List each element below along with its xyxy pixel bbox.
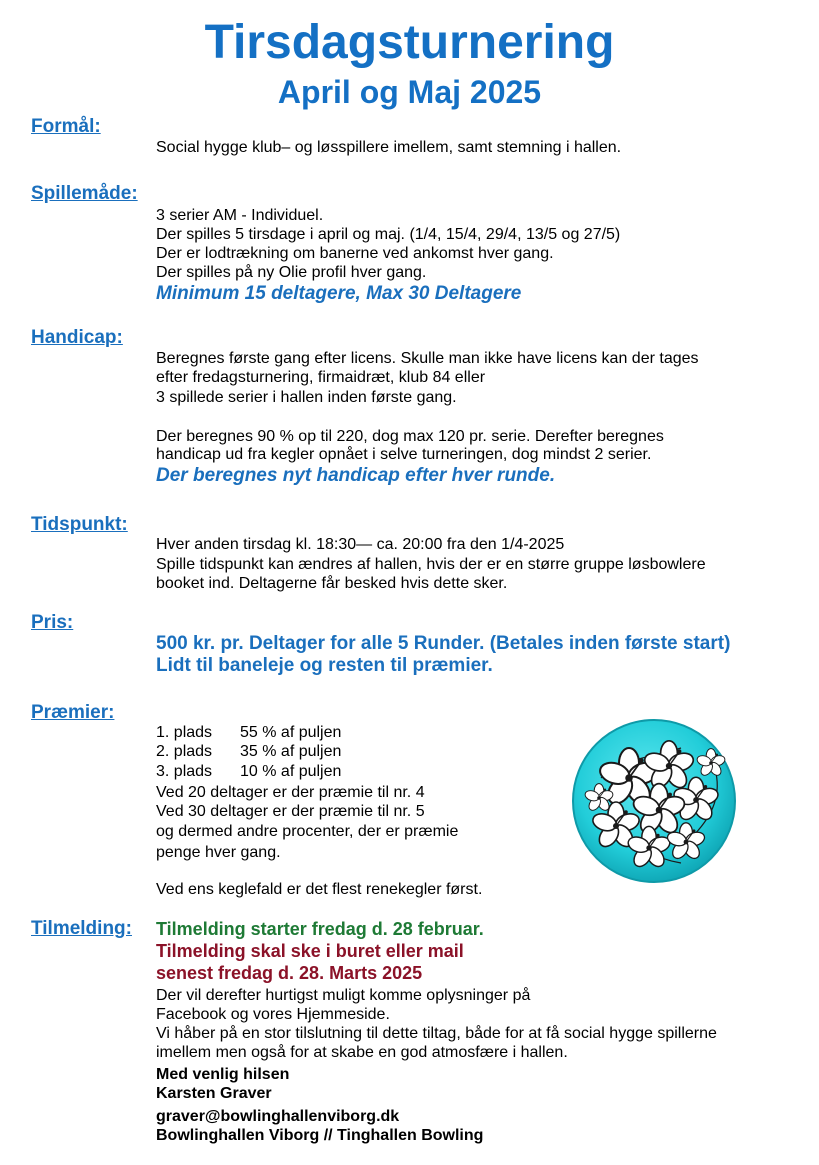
handicap-line: Beregnes første gang efter licens. Skulle man ikke have licens kan der tages — [156, 350, 699, 367]
formaal-text: Social hygge klub– og løsspillere imellem, samt stemning i hallen. — [156, 139, 622, 156]
heading-formaal: Formål: — [31, 116, 101, 137]
tidspunkt-line: Hver anden tirsdag kl. 18:30— ca. 20:00 fra den 1/4-2025 — [156, 536, 565, 553]
contact-email[interactable]: graver@bowlinghallenviborg.dk — [156, 1108, 400, 1125]
signoff-name: Karsten Graver — [156, 1085, 272, 1102]
tidspunkt-line: booket ind. Deltagerne får besked hvis dette sker. — [156, 575, 508, 592]
handicap-line: efter fredagsturnering, firmaidræt, klub 84 eller — [156, 369, 486, 386]
prize-place: 2. plads — [156, 743, 213, 760]
tilmelding-line: imellem men også for at skabe en god atmosfære i hallen. — [156, 1044, 568, 1061]
handicap-line: Der beregnes 90 % op til 220, dog max 120 pr. serie. Derefter beregnes — [156, 428, 664, 445]
tidspunkt-line: Spille tidspunkt kan ændres af hallen, hvis der er en større gruppe løsbowlere — [156, 556, 706, 573]
document-subtitle: April og Maj 2025 — [277, 74, 542, 110]
tilmelding-line: Facebook og vores Hjemmeside. — [156, 1006, 390, 1023]
heading-pris: Pris: — [31, 612, 74, 633]
signoff-greeting: Med venlig hilsen — [156, 1066, 290, 1083]
heading-spillemaade: Spillemåde: — [31, 183, 138, 204]
tilmelding-line: Vi håber på en stor tilslutning til dette tiltag, både for at få social hygge spillerne — [156, 1025, 717, 1042]
heading-praemier: Præmier: — [31, 702, 115, 723]
registration-where: Tilmelding skal ske i buret eller mail — [156, 941, 464, 961]
heading-tidspunkt: Tidspunkt: — [31, 514, 128, 535]
praemier-line: Ved 20 deltager er der præmie til nr. 4 — [156, 784, 425, 801]
praemier-line: Ved 30 deltager er der præmie til nr. 5 — [156, 803, 425, 820]
heading-tilmelding: Tilmelding: — [31, 918, 132, 939]
participants-highlight: Minimum 15 deltagere, Max 30 Deltagere — [156, 283, 522, 304]
praemier-line: Ved ens keglefald er det flest renekegler først. — [156, 881, 483, 898]
praemier-line: penge hver gang. — [156, 844, 281, 861]
heading-handicap: Handicap: — [31, 327, 123, 348]
registration-deadline: senest fredag d. 28. Marts 2025 — [156, 963, 423, 983]
tilmelding-line: Der vil derefter hurtigst muligt komme oplysninger på — [156, 987, 531, 1004]
handicap-highlight: Der beregnes nyt handicap efter hver runde. — [156, 465, 556, 486]
prize-share: 55 % af puljen — [240, 724, 342, 741]
spillemaade-line: Der spilles 5 tirsdage i april og maj. (1/4, 15/4, 29/4, 13/5 og 27/5) — [156, 226, 621, 243]
prize-row — [156, 742, 341, 761]
document-title: Tirsdagsturnering — [204, 16, 615, 69]
price-line: Lidt til baneleje og resten til præmier. — [156, 655, 493, 676]
spillemaade-line: 3 serier AM - Individuel. — [156, 207, 324, 224]
prize-place: 3. plads — [156, 763, 213, 780]
prize-row — [156, 762, 341, 781]
handicap-line: 3 spillede serier i hallen inden første gang. — [156, 389, 457, 406]
handicap-line: handicap ud fra kegler opnået i selve turneringen, dog mindst 2 serier. — [156, 446, 652, 463]
spillemaade-line: Der spilles på ny Olie profil hver gang. — [156, 264, 427, 281]
hibiscus-flower-badge — [571, 718, 737, 884]
prize-place: 1. plads — [156, 724, 213, 741]
price-line: 500 kr. pr. Deltager for alle 5 Runder. (Betales inden første start) — [156, 633, 731, 654]
spillemaade-line: Der er lodtrækning om banerne ved ankomst hver gang. — [156, 245, 554, 262]
registration-start: Tilmelding starter fredag d. 28 februar. — [156, 919, 484, 939]
prize-share: 10 % af puljen — [240, 763, 342, 780]
organization-name: Bowlinghallen Viborg // Tinghallen Bowling — [156, 1127, 484, 1144]
prize-share: 35 % af puljen — [240, 743, 342, 760]
praemier-line: og dermed andre procenter, der er præmie — [156, 823, 459, 840]
prize-row — [156, 723, 341, 742]
